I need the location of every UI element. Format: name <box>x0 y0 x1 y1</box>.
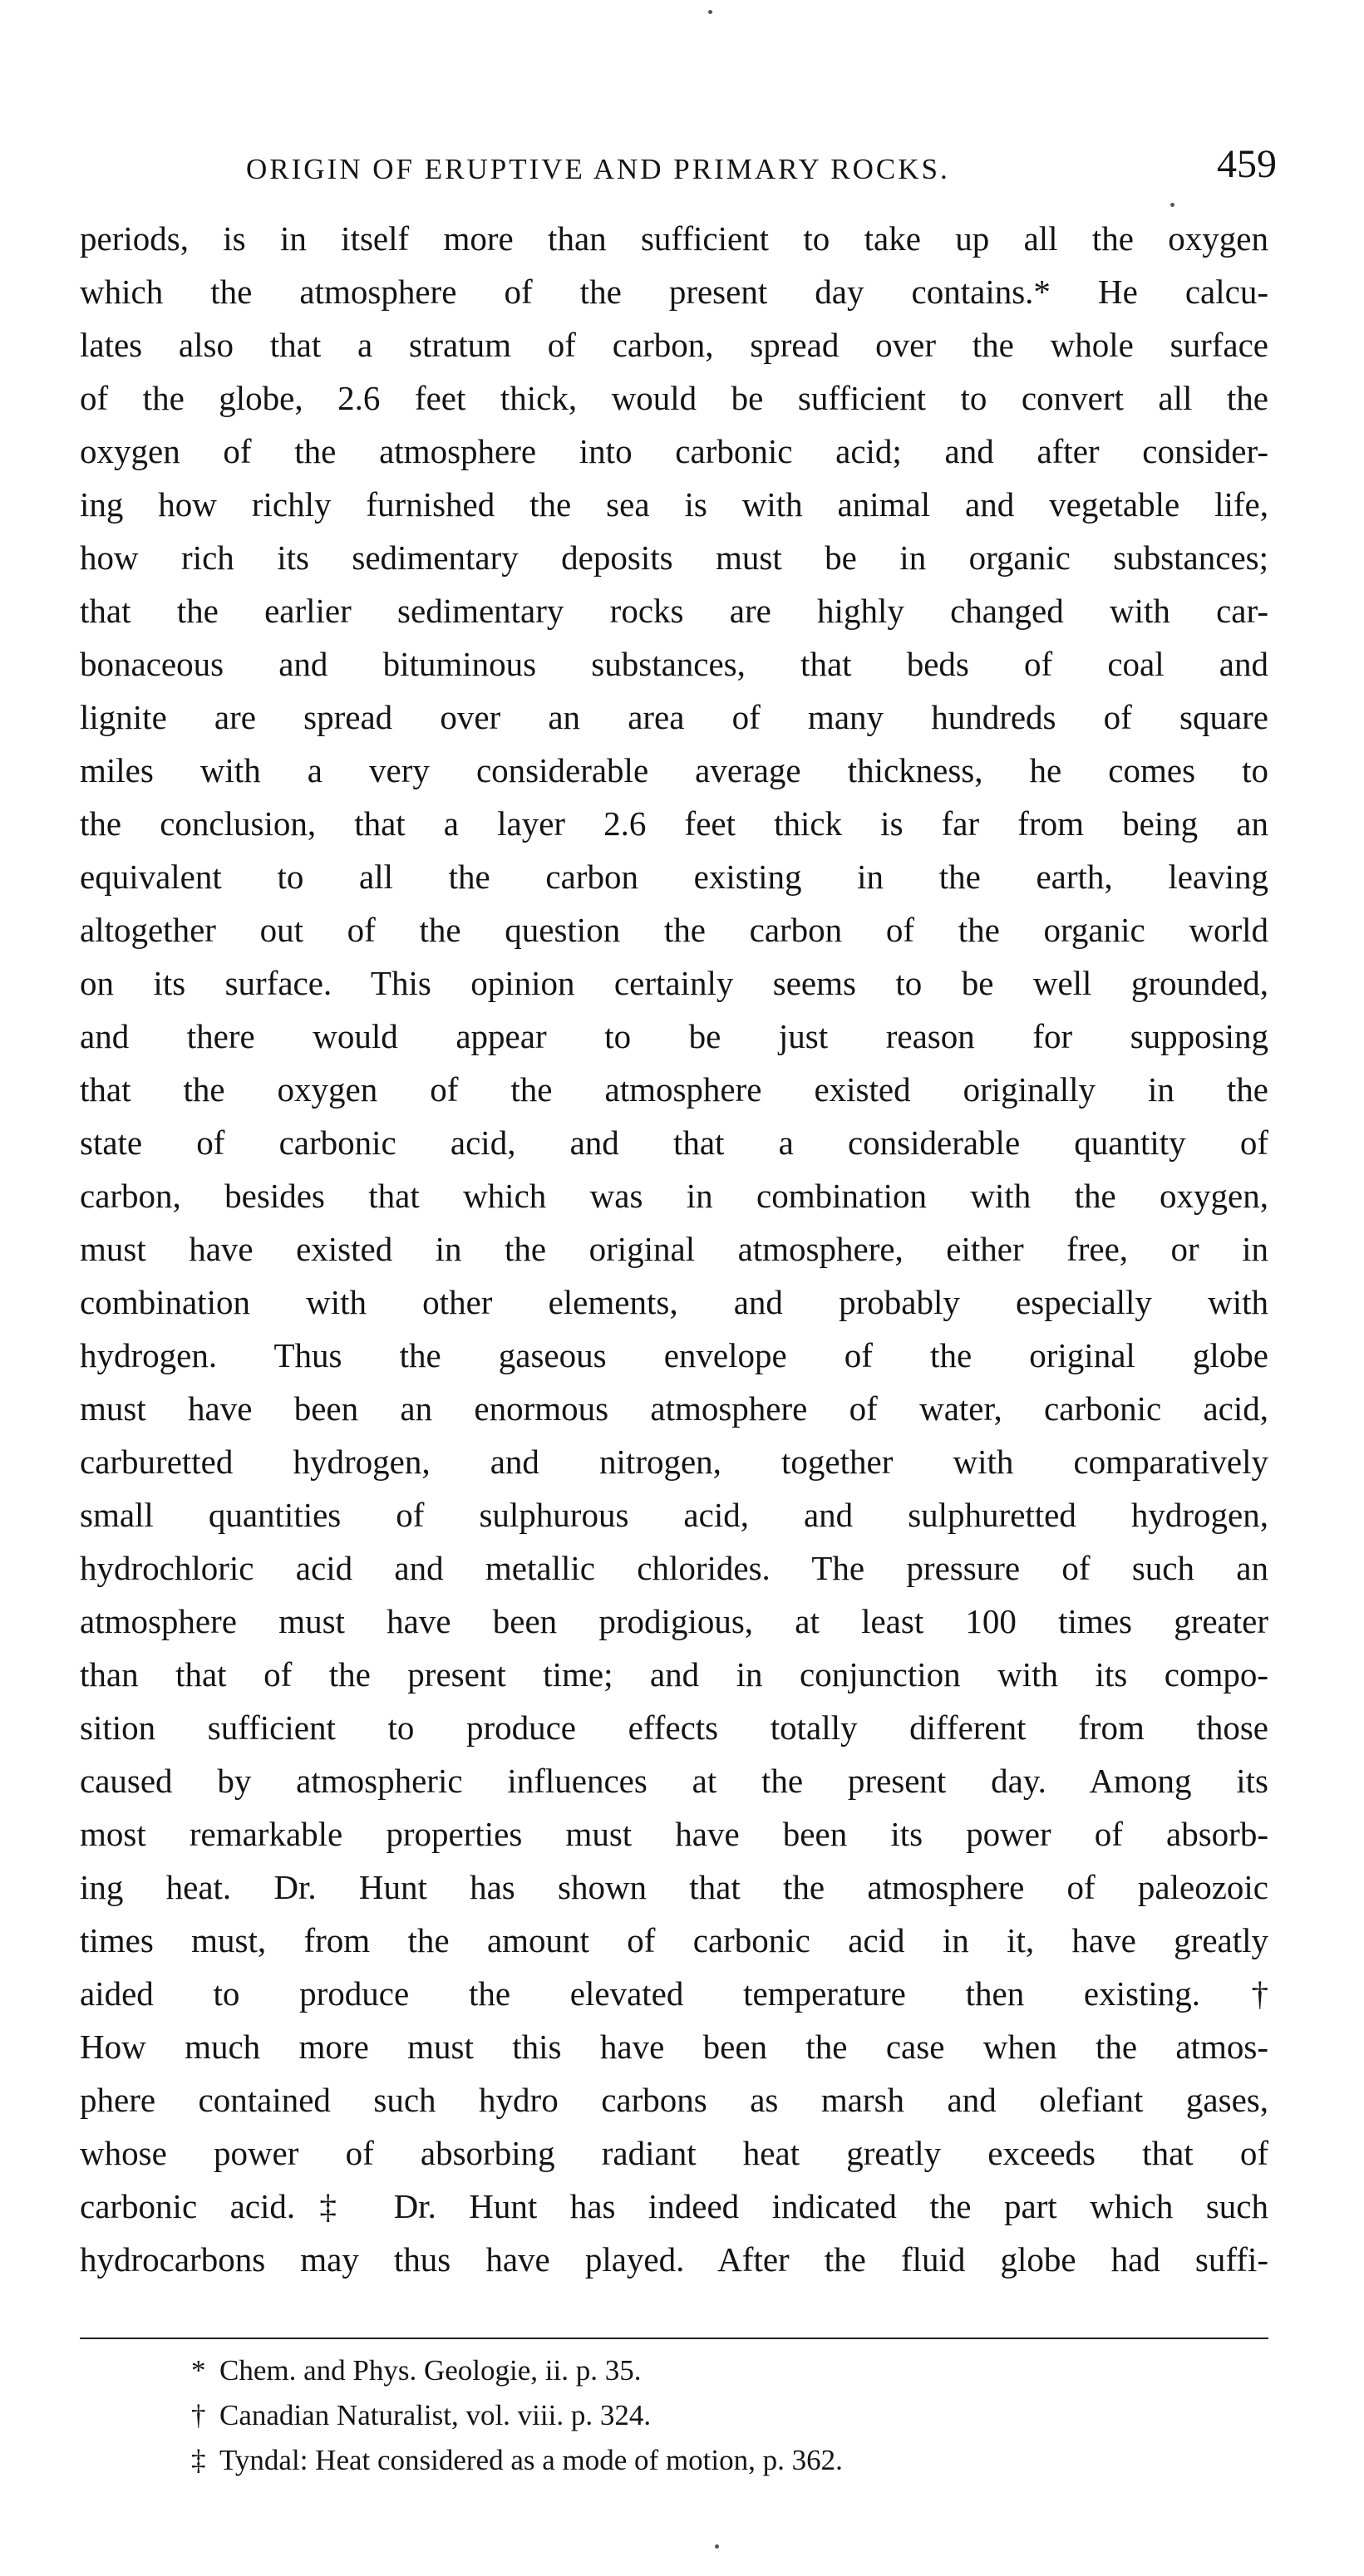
footnote <box>191 2438 1263 2483</box>
text-line: that the oxygen of the atmosphere existed originally in the <box>80 1070 1268 1109</box>
running-head: ORIGIN OF ERUPTIVE AND PRIMARY ROCKS. <box>246 153 950 185</box>
text-line: carbon, besides that which was in combination with the oxygen, <box>80 1177 1268 1215</box>
text-line: phere contained such hydro carbons as marsh and olefiant gases, <box>80 2081 1268 2119</box>
text-line: than that of the present time; and in conjunction with its compo- <box>80 1655 1268 1694</box>
text-line: most remarkable properties must have been its power of absorb- <box>80 1815 1268 1853</box>
text-line: miles with a very considerable average thickness, he comes to <box>80 751 1268 789</box>
text-line: times must, from the amount of carbonic acid in it, have greatly <box>80 1921 1268 1959</box>
footnote <box>191 2393 1263 2438</box>
text-line: How much more must this have been the case when the atmos- <box>80 2028 1268 2066</box>
text-line: sition sufficient to produce effects totally different from those <box>80 1708 1268 1747</box>
text-line: of the globe, 2.6 feet thick, would be sufficient to convert all the <box>80 379 1268 417</box>
print-speck <box>715 2544 719 2549</box>
text-line: which the atmosphere of the present day contains.* He calcu- <box>80 273 1268 311</box>
text-line: periods, is in itself more than sufficient to take up all the oxygen <box>80 219 1268 258</box>
footnote-mark: * <box>191 2354 206 2387</box>
print-speck <box>1170 203 1174 207</box>
footnote-text: Tyndal: Heat considered as a mode of motion, p. 362. <box>219 2444 843 2476</box>
footnotes <box>191 2348 1263 2483</box>
text-line: carbonic acid.‡ Dr. Hunt has indeed indicated the part which such <box>80 2187 1268 2225</box>
text-line: oxygen of the atmosphere into carbonic acid; and after consider- <box>80 432 1268 470</box>
text-line: carburetted hydrogen, and nitrogen, together with comparatively <box>80 1443 1268 1481</box>
text-line: and there would appear to be just reason for supposing <box>80 1017 1268 1055</box>
footnote <box>191 2348 1263 2393</box>
text-line: equivalent to all the carbon existing in the earth, leaving <box>80 858 1268 896</box>
text-line: how rich its sedimentary deposits must be in organic substances; <box>80 538 1268 577</box>
text-line: state of carbonic acid, and that a considerable quantity of <box>80 1123 1268 1162</box>
text-line: hydrogen. Thus the gaseous envelope of the original globe <box>80 1336 1268 1374</box>
text-line: must have existed in the original atmosphere, either free, or in <box>80 1230 1268 1268</box>
footnote-mark: † <box>191 2399 206 2431</box>
print-speck <box>708 10 712 14</box>
page-header <box>80 141 1277 199</box>
body-text <box>80 212 1268 2286</box>
text-line: whose power of absorbing radiant heat greatly exceeds that of <box>80 2134 1268 2172</box>
text-line: must have been an enormous atmosphere of water, carbonic acid, <box>80 1389 1268 1428</box>
text-line: lignite are spread over an area of many hundreds of square <box>80 698 1268 736</box>
text-line: combination with other elements, and probably especially with <box>80 1283 1268 1321</box>
page-number: 459 <box>1217 142 1277 186</box>
text-line: the conclusion, that a layer 2.6 feet thick is far from being an <box>80 804 1268 843</box>
footnote-text: Canadian Naturalist, vol. viii. p. 324. <box>219 2399 652 2431</box>
text-line: small quantities of sulphurous acid, and sulphuretted hydrogen, <box>80 1496 1268 1534</box>
footnote-rule <box>80 2338 1268 2339</box>
text-line: bonaceous and bituminous substances, that beds of coal and <box>80 645 1268 683</box>
text-line: hydrochloric acid and metallic chlorides. The pressure of such an <box>80 1549 1268 1587</box>
footnote-text: Chem. and Phys. Geologie, ii. p. 35. <box>219 2354 642 2387</box>
text-line: on its surface. This opinion certainly seems to be well grounded, <box>80 964 1268 1002</box>
text-line: atmosphere must have been prodigious, at least 100 times greater <box>80 1602 1268 1640</box>
footnote-mark: ‡ <box>191 2444 206 2476</box>
text-line: altogether out of the question the carbon of the organic world <box>80 911 1268 949</box>
text-line: that the earlier sedimentary rocks are highly changed with car- <box>80 592 1268 630</box>
text-line: ing heat. Dr. Hunt has shown that the atmosphere of paleozoic <box>80 1868 1268 1906</box>
text-line: caused by atmospheric influences at the present day. Among its <box>80 1762 1268 1800</box>
text-line: lates also that a stratum of carbon, spread over the whole surface <box>80 326 1268 364</box>
text-line: aided to produce the elevated temperature then existing.† <box>80 1974 1268 2013</box>
text-line: hydrocarbons may thus have played. After the fluid globe had suffi- <box>80 2240 1268 2279</box>
text-line: ing how richly furnished the sea is with animal and vegetable life, <box>80 485 1268 524</box>
